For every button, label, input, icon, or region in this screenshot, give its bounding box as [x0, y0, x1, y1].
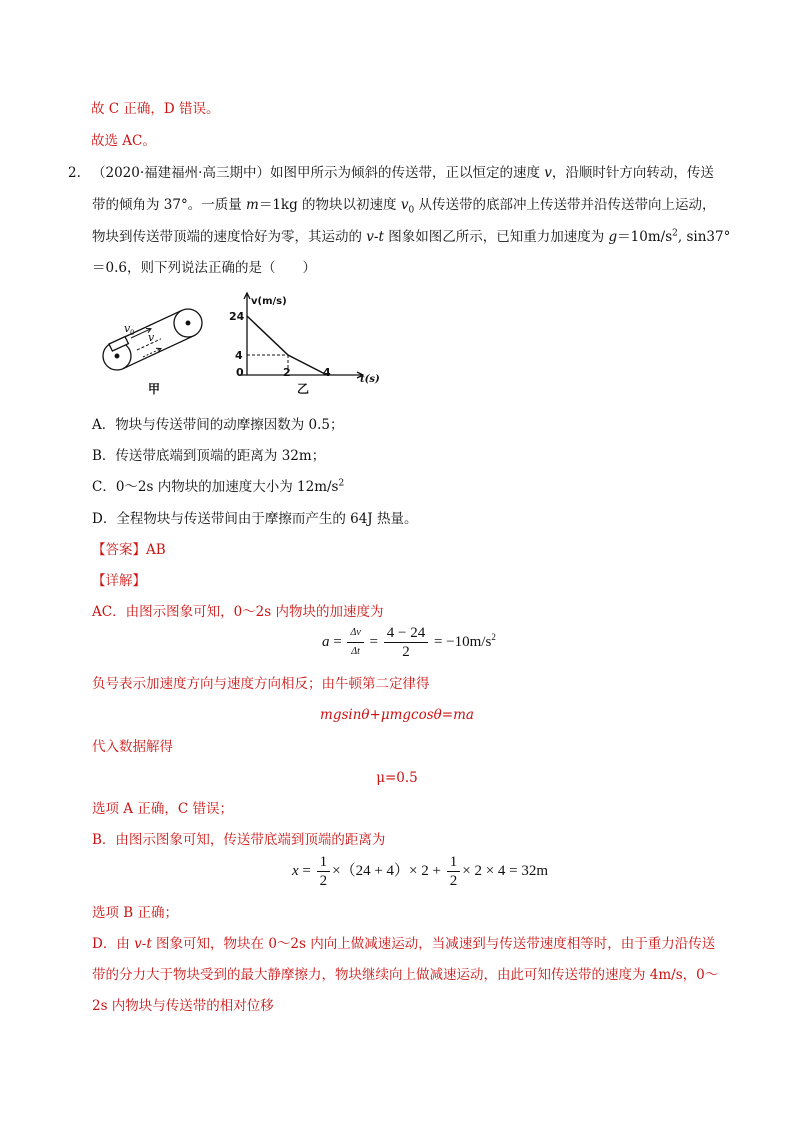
var-g: g	[608, 229, 618, 245]
frac-num: 4 − 24	[384, 624, 428, 643]
frac-den: 2	[402, 644, 410, 660]
text-span: 带的倾角为 37°。一质量	[92, 197, 247, 213]
frac-num: 1	[317, 853, 331, 872]
frac-num: Δv	[347, 624, 363, 643]
y-tick-24: 24	[229, 310, 245, 323]
text-span: （2020·福建福州·高三期中）如图甲所示为倾斜的传送带，正以恒定的速度	[92, 165, 545, 181]
option-d: D．全程物块与传送带间由于摩擦而产生的 64J 热量。	[92, 511, 418, 527]
eq-rhs: × 2 × 4 = 32m	[462, 862, 549, 879]
text-span: ＝10m/s	[617, 229, 673, 245]
block	[109, 337, 128, 351]
caption-yi: 乙	[297, 382, 310, 395]
option-a: A．物块与传送带间的动摩擦因数为 0.5；	[92, 417, 344, 433]
fraction-half	[317, 853, 331, 890]
y-axis-label: v(m/s)	[251, 296, 287, 307]
explanation-d-3: 2s 内物块与传送带的相对位移	[92, 998, 274, 1014]
caption-jia: 甲	[148, 382, 161, 395]
explanation-ac-1: AC．由图示图象可知，0～2s 内物块的加速度为	[92, 604, 384, 620]
x-axis-label: t(s)	[360, 374, 380, 385]
label-v: v	[148, 331, 155, 344]
superscript: 2	[338, 478, 345, 489]
label-v0: v	[124, 322, 131, 335]
explanation-ac-4: 选项 A 正确，C 错误；	[92, 801, 233, 817]
fraction-dv-dt	[347, 624, 363, 661]
explanation-b-2: 选项 B 正确；	[92, 905, 179, 921]
eq-rhs: = −10m/s	[430, 633, 492, 650]
text-span: 物块到传送带顶端的速度恰好为零，其运动的	[92, 229, 367, 245]
text-span: ＝1kg 的物块以初速度	[258, 197, 401, 213]
var-v0: v	[400, 197, 409, 213]
question-line-2	[92, 196, 716, 214]
equation-mu: μ=0.5	[376, 770, 418, 786]
eq-lhs: x	[292, 862, 299, 879]
var-m: m	[246, 197, 259, 213]
text-line: 故选 AC。	[91, 133, 156, 149]
text-span: D．由	[92, 936, 135, 952]
frac-den: 2	[449, 873, 458, 889]
text-span: ，沿顺时针方向转动，传送	[551, 165, 714, 181]
x-tick-4: 4	[323, 366, 331, 379]
pulley-axle	[186, 321, 190, 325]
x-tick-2: 2	[283, 366, 291, 379]
equation-distance	[292, 853, 548, 890]
question-number: 2.	[68, 165, 81, 181]
var-vt: v-t	[366, 229, 384, 245]
frac-den: 2	[319, 873, 328, 889]
eq-sign: =	[298, 862, 315, 879]
eq-mid: ×（24 + 4）× 2 +	[332, 862, 445, 879]
question-line-1	[92, 164, 714, 182]
explanation-ac-2: 负号表示加速度方向与速度方向相反；由牛顿第二定律得	[92, 676, 430, 692]
superscript: 2	[491, 631, 496, 642]
explanation-ac-3: 代入数据解得	[92, 739, 173, 755]
question-line-4: ＝0.6，则下列说法正确的是（ ）	[92, 260, 316, 276]
frac-den: Δt	[351, 646, 360, 657]
text-span: , sin37°	[677, 229, 731, 245]
subscript: 0	[408, 205, 415, 216]
question-line-3	[92, 228, 730, 246]
var-vt: v-t	[134, 936, 152, 952]
conveyor-figure	[95, 290, 395, 395]
var-v: v	[544, 165, 552, 181]
answer: 【答案】AB	[92, 542, 166, 558]
eq-lhs: a	[322, 633, 330, 650]
text-span: 图象可知，物块在 0～2s 内向上做减速运动，当减速到与传送带速度相等时，由于重力沿传送	[151, 936, 716, 952]
y-tick-4: 4	[235, 349, 243, 362]
frac-num: 1	[447, 853, 461, 872]
equation-acceleration: a = $\frac{\Delta v}{\Delta t}$ = $\frac{4 - 24}{2}$ = $-10m/s^2$	[322, 625, 496, 660]
equation-newton: mgsinθ+μmgcosθ=ma	[320, 707, 474, 723]
explanation-d-2: 带的分力大于物块受到的最大静摩擦力，物块继续向上做减速运动，由此可知传送带的速度为 4m/s，0～	[92, 967, 719, 983]
label-v0-sub: 0	[130, 329, 135, 337]
text-span: 图象如图乙所示，已知重力加速度为	[383, 229, 609, 245]
pulley-axle	[115, 354, 119, 358]
text-span: 从传送带的底部冲上传送带并沿传送带向上运动，	[414, 197, 716, 213]
option-b: B．传送带底端到顶端的距离为 32m；	[92, 448, 326, 464]
superscript: 2	[672, 228, 678, 239]
fraction-values	[384, 624, 428, 661]
origin-label: 0	[236, 366, 244, 379]
text-span: C．0～2s 内物块的加速度大小为 12m/s	[92, 479, 339, 495]
option-c	[92, 478, 344, 496]
explanation-b-1: B．由图示图象可知，传送带底端到顶端的距离为	[92, 832, 386, 848]
text-line: 故 C 正确，D 错误。	[91, 101, 220, 117]
explanation-d-1	[92, 935, 715, 953]
detail-heading: 【详解】	[92, 573, 146, 589]
fraction-half	[447, 853, 461, 890]
eq-sign: =	[329, 633, 346, 650]
